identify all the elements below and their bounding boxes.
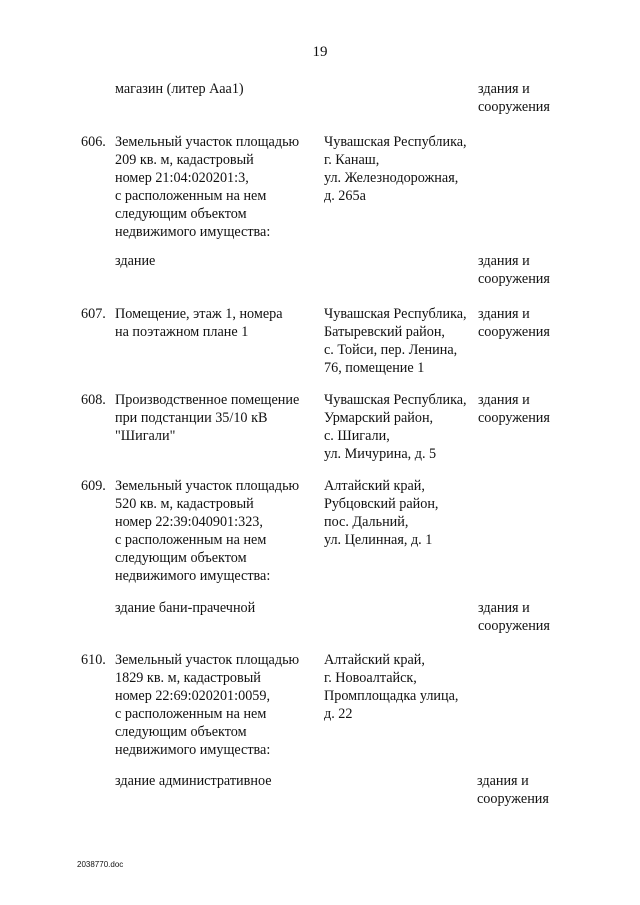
description-line: 209 кв. м, кадастровый <box>115 152 254 168</box>
description-line: недвижимого имущества: <box>115 742 271 758</box>
object-name: здание бани-прачечной <box>115 600 256 616</box>
description-line: недвижимого имущества: <box>115 568 271 584</box>
description-line: Земельный участок площадью <box>115 478 300 494</box>
description-line: Земельный участок площадью <box>115 652 300 668</box>
address-line: с. Тойси, пер. Ленина, <box>324 342 458 358</box>
purpose-line: здания и <box>478 600 530 616</box>
description-line: следующим объектом <box>115 206 247 222</box>
description-line: при подстанции 35/10 кВ <box>115 410 268 426</box>
description-line: "Шигали" <box>115 428 176 444</box>
object-name: магазин (литер Ааа1) <box>115 81 244 97</box>
address-line: г. Новоалтайск, <box>324 670 417 686</box>
entry-number: 609. <box>81 478 106 494</box>
description-line: номер 21:04:020201:3, <box>115 170 249 186</box>
description-line: с расположенным на нем <box>115 188 267 204</box>
document-id-footer: 2038770.doc <box>77 860 124 869</box>
address-line: пос. Дальний, <box>324 514 409 530</box>
address-line: Чувашская Республика, <box>324 306 467 322</box>
address-line: ул. Целинная, д. 1 <box>324 532 433 548</box>
description-line: Помещение, этаж 1, номера <box>115 306 283 322</box>
purpose-line: здания и <box>478 81 530 97</box>
address-line: Чувашская Республика, <box>324 392 467 408</box>
description-line: с расположенным на нем <box>115 706 267 722</box>
address-line: с. Шигали, <box>324 428 390 444</box>
address-line: Батыревский район, <box>324 324 445 340</box>
purpose-line: сооружения <box>478 410 550 426</box>
purpose-line: здания и <box>478 306 530 322</box>
address-line: Рубцовский район, <box>324 496 439 512</box>
purpose-line: здания и <box>478 392 530 408</box>
entry-number: 606. <box>81 134 106 150</box>
address-line: Чувашская Республика, <box>324 134 467 150</box>
object-name: здание <box>115 253 156 269</box>
description-line: Производственное помещение <box>115 392 300 408</box>
description-line: Земельный участок площадью <box>115 134 300 150</box>
address-line: ул. Железнодорожная, <box>324 170 459 186</box>
address-line: ул. Мичурина, д. 5 <box>324 446 437 462</box>
description-line: номер 22:39:040901:323, <box>115 514 263 530</box>
purpose-line: сооружения <box>478 618 550 634</box>
description-line: 520 кв. м, кадастровый <box>115 496 254 512</box>
address-line: Урмарский район, <box>324 410 434 426</box>
address-line: д. 22 <box>324 706 353 722</box>
description-line: номер 22:69:020201:0059, <box>115 688 271 704</box>
address-line: Алтайский край, <box>324 478 425 494</box>
address-line: Промплощадка улица, <box>324 688 459 704</box>
purpose-line: сооружения <box>478 324 550 340</box>
object-name: здание административное <box>115 773 272 789</box>
address-line: д. 265а <box>324 188 366 204</box>
description-line: 1829 кв. м, кадастровый <box>115 670 261 686</box>
purpose-line: сооружения <box>478 99 550 115</box>
description-line: на поэтажном плане 1 <box>115 324 249 340</box>
entry-number: 608. <box>81 392 106 408</box>
address-line: 76, помещение 1 <box>324 360 425 376</box>
description-line: недвижимого имущества: <box>115 224 271 240</box>
description-line: с расположенным на нем <box>115 532 267 548</box>
address-line: Алтайский край, <box>324 652 425 668</box>
address-line: г. Канаш, <box>324 152 380 168</box>
purpose-line: здания и <box>478 253 530 269</box>
entry-number: 607. <box>81 306 106 322</box>
entry-number: 610. <box>81 652 106 668</box>
purpose-line: сооружения <box>477 791 549 807</box>
purpose-line: сооружения <box>478 271 550 287</box>
purpose-line: здания и <box>477 773 529 789</box>
description-line: следующим объектом <box>115 724 247 740</box>
page-number: 19 <box>312 44 328 60</box>
description-line: следующим объектом <box>115 550 247 566</box>
